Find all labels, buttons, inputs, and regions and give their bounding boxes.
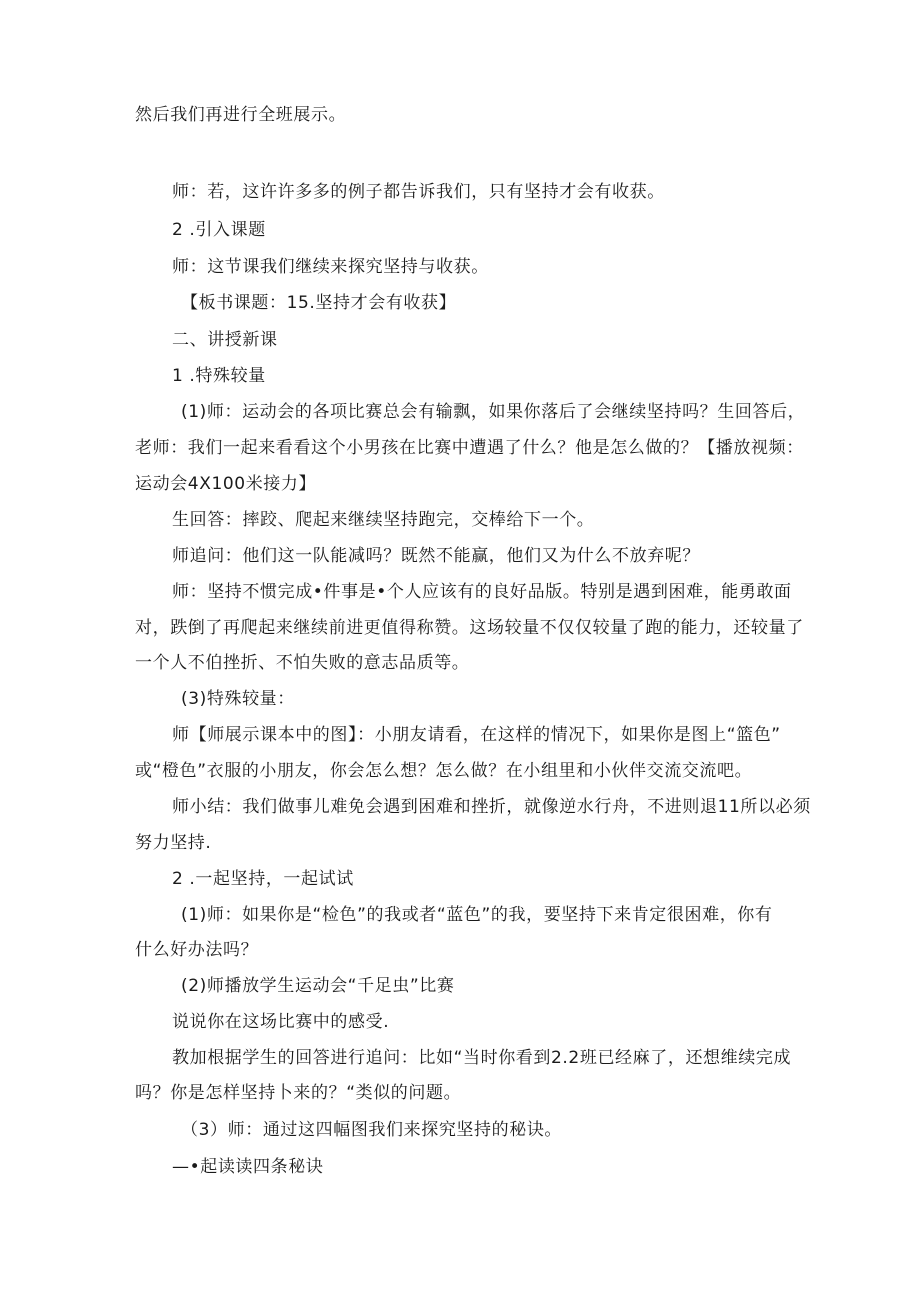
text-line: 师：坚持不惯完成•件事是•个人应该有的良好品版。特别是遇到困难，能勇敢面 — [172, 582, 792, 602]
text-line: 一个人不伯挫折、不怕失败的意志品质等。 — [135, 653, 470, 673]
text-line: (3)特殊较量： — [181, 689, 295, 709]
text-line: 吗？你是怎样坚持卜来的？“类似的问题。 — [135, 1083, 462, 1103]
text-line: 2 .一起坚持，一起试试 — [172, 869, 354, 889]
text-line: 老师：我们一起来看看这个小男孩在比赛中遭遇了什么？他是怎么做的？【播放视频： — [135, 438, 804, 458]
text-line: 说说你在这场比赛中的感受. — [172, 1012, 390, 1032]
text-line: 师小结：我们做事儿难免会遇到困难和挫折，就像逆水行舟，不进则退11所以必须 — [172, 797, 811, 817]
text-line: 师追问：他们这一队能减吗？既然不能赢，他们又为什么不放弃呢？ — [172, 546, 700, 566]
text-line: 什么好办法吗？ — [135, 940, 259, 960]
text-line: (1)师：如果你是“检色”的我或者“蓝色”的我，要坚持下来肯定很困难，你有 — [181, 905, 773, 925]
text-line: 或“橙色”衣服的小朋友，你会怎么想？怎么做？在小组里和小伙伴交流交流吧。 — [135, 761, 753, 781]
text-line: 师【师展示课本中的图】：小朋友请看，在这样的情况下，如果你是图上“篮色” — [172, 725, 781, 745]
text-line: 师：若，这许许多多的例子都告诉我们，只有坚持才会有收获。 — [172, 182, 665, 202]
text-line: 努力坚持. — [135, 833, 212, 853]
text-line: 生回答：摔跤、爬起来继续坚持跑完，交棒给下一个。 — [172, 510, 595, 530]
text-line: 师：这节课我们继续来探究坚持与收获。 — [172, 257, 489, 277]
text-line: —•起读读四条秘诀 — [172, 1157, 324, 1177]
text-line: 教加根据学生的回答进行追问：比如“当时你看到2.2班已经麻了，还想维续完成 — [172, 1048, 792, 1068]
text-line: 1 .特殊较量 — [172, 366, 266, 386]
text-line: 对，跌倒了再爬起来继续前进更值得称赞。这场较量不仅仅较量了跑的能力，还较量了 — [135, 618, 804, 638]
text-line: 2 .引入课题 — [172, 220, 266, 240]
text-line: (2)师播放学生运动会“千足虫”比赛 — [181, 976, 455, 996]
text-line: （3）师：通过这四幅图我们来探究坚持的秘诀。 — [181, 1120, 563, 1140]
text-line: 【板书课题：15.坚持才会有收获】 — [181, 293, 457, 313]
text-line: 然后我们再进行全班展示。 — [135, 105, 347, 125]
text-line: (1)师：运动会的各项比赛总会有输飘，如果你落后了会继续坚持吗？生回答后， — [181, 402, 806, 422]
text-line: 运动会4X100米接力】 — [135, 474, 317, 494]
section-heading: 二、讲授新课 — [172, 330, 278, 350]
